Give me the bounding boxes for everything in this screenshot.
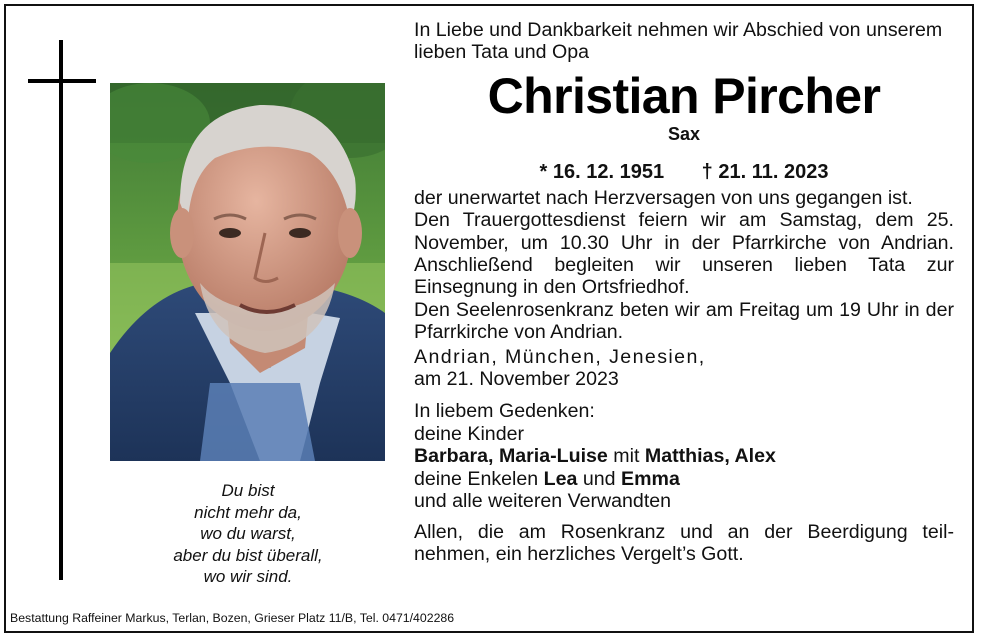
deceased-name: Christian Pircher	[487, 67, 881, 124]
grandchild-name-1: Lea	[543, 467, 578, 490]
grandchild-name-2: Emma	[621, 467, 680, 490]
poem-line: wo du warst,	[200, 524, 296, 543]
nickname: Sax	[667, 123, 701, 144]
child-names-1: Barbara, Maria-Luise	[414, 445, 608, 468]
poem-line: wo wir sind.	[203, 567, 293, 586]
birth-date: * 16. 12. 1951	[539, 160, 665, 183]
with-word: mit	[613, 445, 640, 468]
grandchildren-line	[414, 468, 954, 490]
remembrance-intro: In liebem Gedenken:	[414, 400, 595, 423]
cross-horizontal-bar	[28, 79, 96, 83]
intro-text: In Liebe und Dankbarkeit nehmen wir Abschied von unserem lieben Tata und Opa	[414, 19, 943, 64]
portrait-photo	[110, 83, 385, 461]
remembrance-block	[414, 400, 954, 512]
body-paragraph-2: Den Trauergottesdienst feiern wir am Samstag, dem 25. November, um 10.30 Uhr in der Pfarrkirche von Andrian. Anschließend begleiten wir unseren lieben Tata zur Einsegnung in den Ortsfriedhof.	[414, 209, 954, 299]
children-label: deine Kinder	[414, 422, 525, 445]
and-word: und	[582, 467, 616, 490]
body-paragraph-1: der unerwartet nach Herzversagen von uns gegangen ist.	[414, 186, 913, 209]
child-names-2: Matthias, Alex	[644, 445, 776, 468]
poem-line: aber du bist überall,	[173, 545, 323, 565]
thanks-text: Allen, die am Rosenkranz und an der Beerdigung teil-nehmen, ein herzliches Vergelt’s Gott.	[414, 520, 954, 565]
poem-line: nicht mehr da,	[194, 502, 302, 522]
relatives-line: und alle weiteren Verwandten	[414, 490, 672, 513]
children-line	[414, 445, 954, 467]
notice-text	[414, 19, 954, 565]
poem-line: Du bist	[221, 481, 275, 500]
funeral-home-footer: Bestattung Raffeiner Markus, Terlan, Bozen, Grieser Platz 11/B, Tel. 0471/402286	[10, 611, 455, 625]
body-paragraph-3: Den Seelenrosenkranz beten wir am Freitag um 19 Uhr in der Pfarrkirche von Andrian.	[414, 298, 954, 344]
poem	[130, 480, 366, 588]
cross-vertical-bar	[59, 40, 63, 580]
place-line: Andrian, München, Jenesien,	[414, 345, 706, 368]
death-date: † 21. 11. 2023	[701, 160, 829, 183]
grandchildren-label: deine Enkelen	[414, 467, 539, 490]
date-line: am 21. November 2023	[414, 368, 619, 391]
life-dates	[414, 161, 954, 183]
